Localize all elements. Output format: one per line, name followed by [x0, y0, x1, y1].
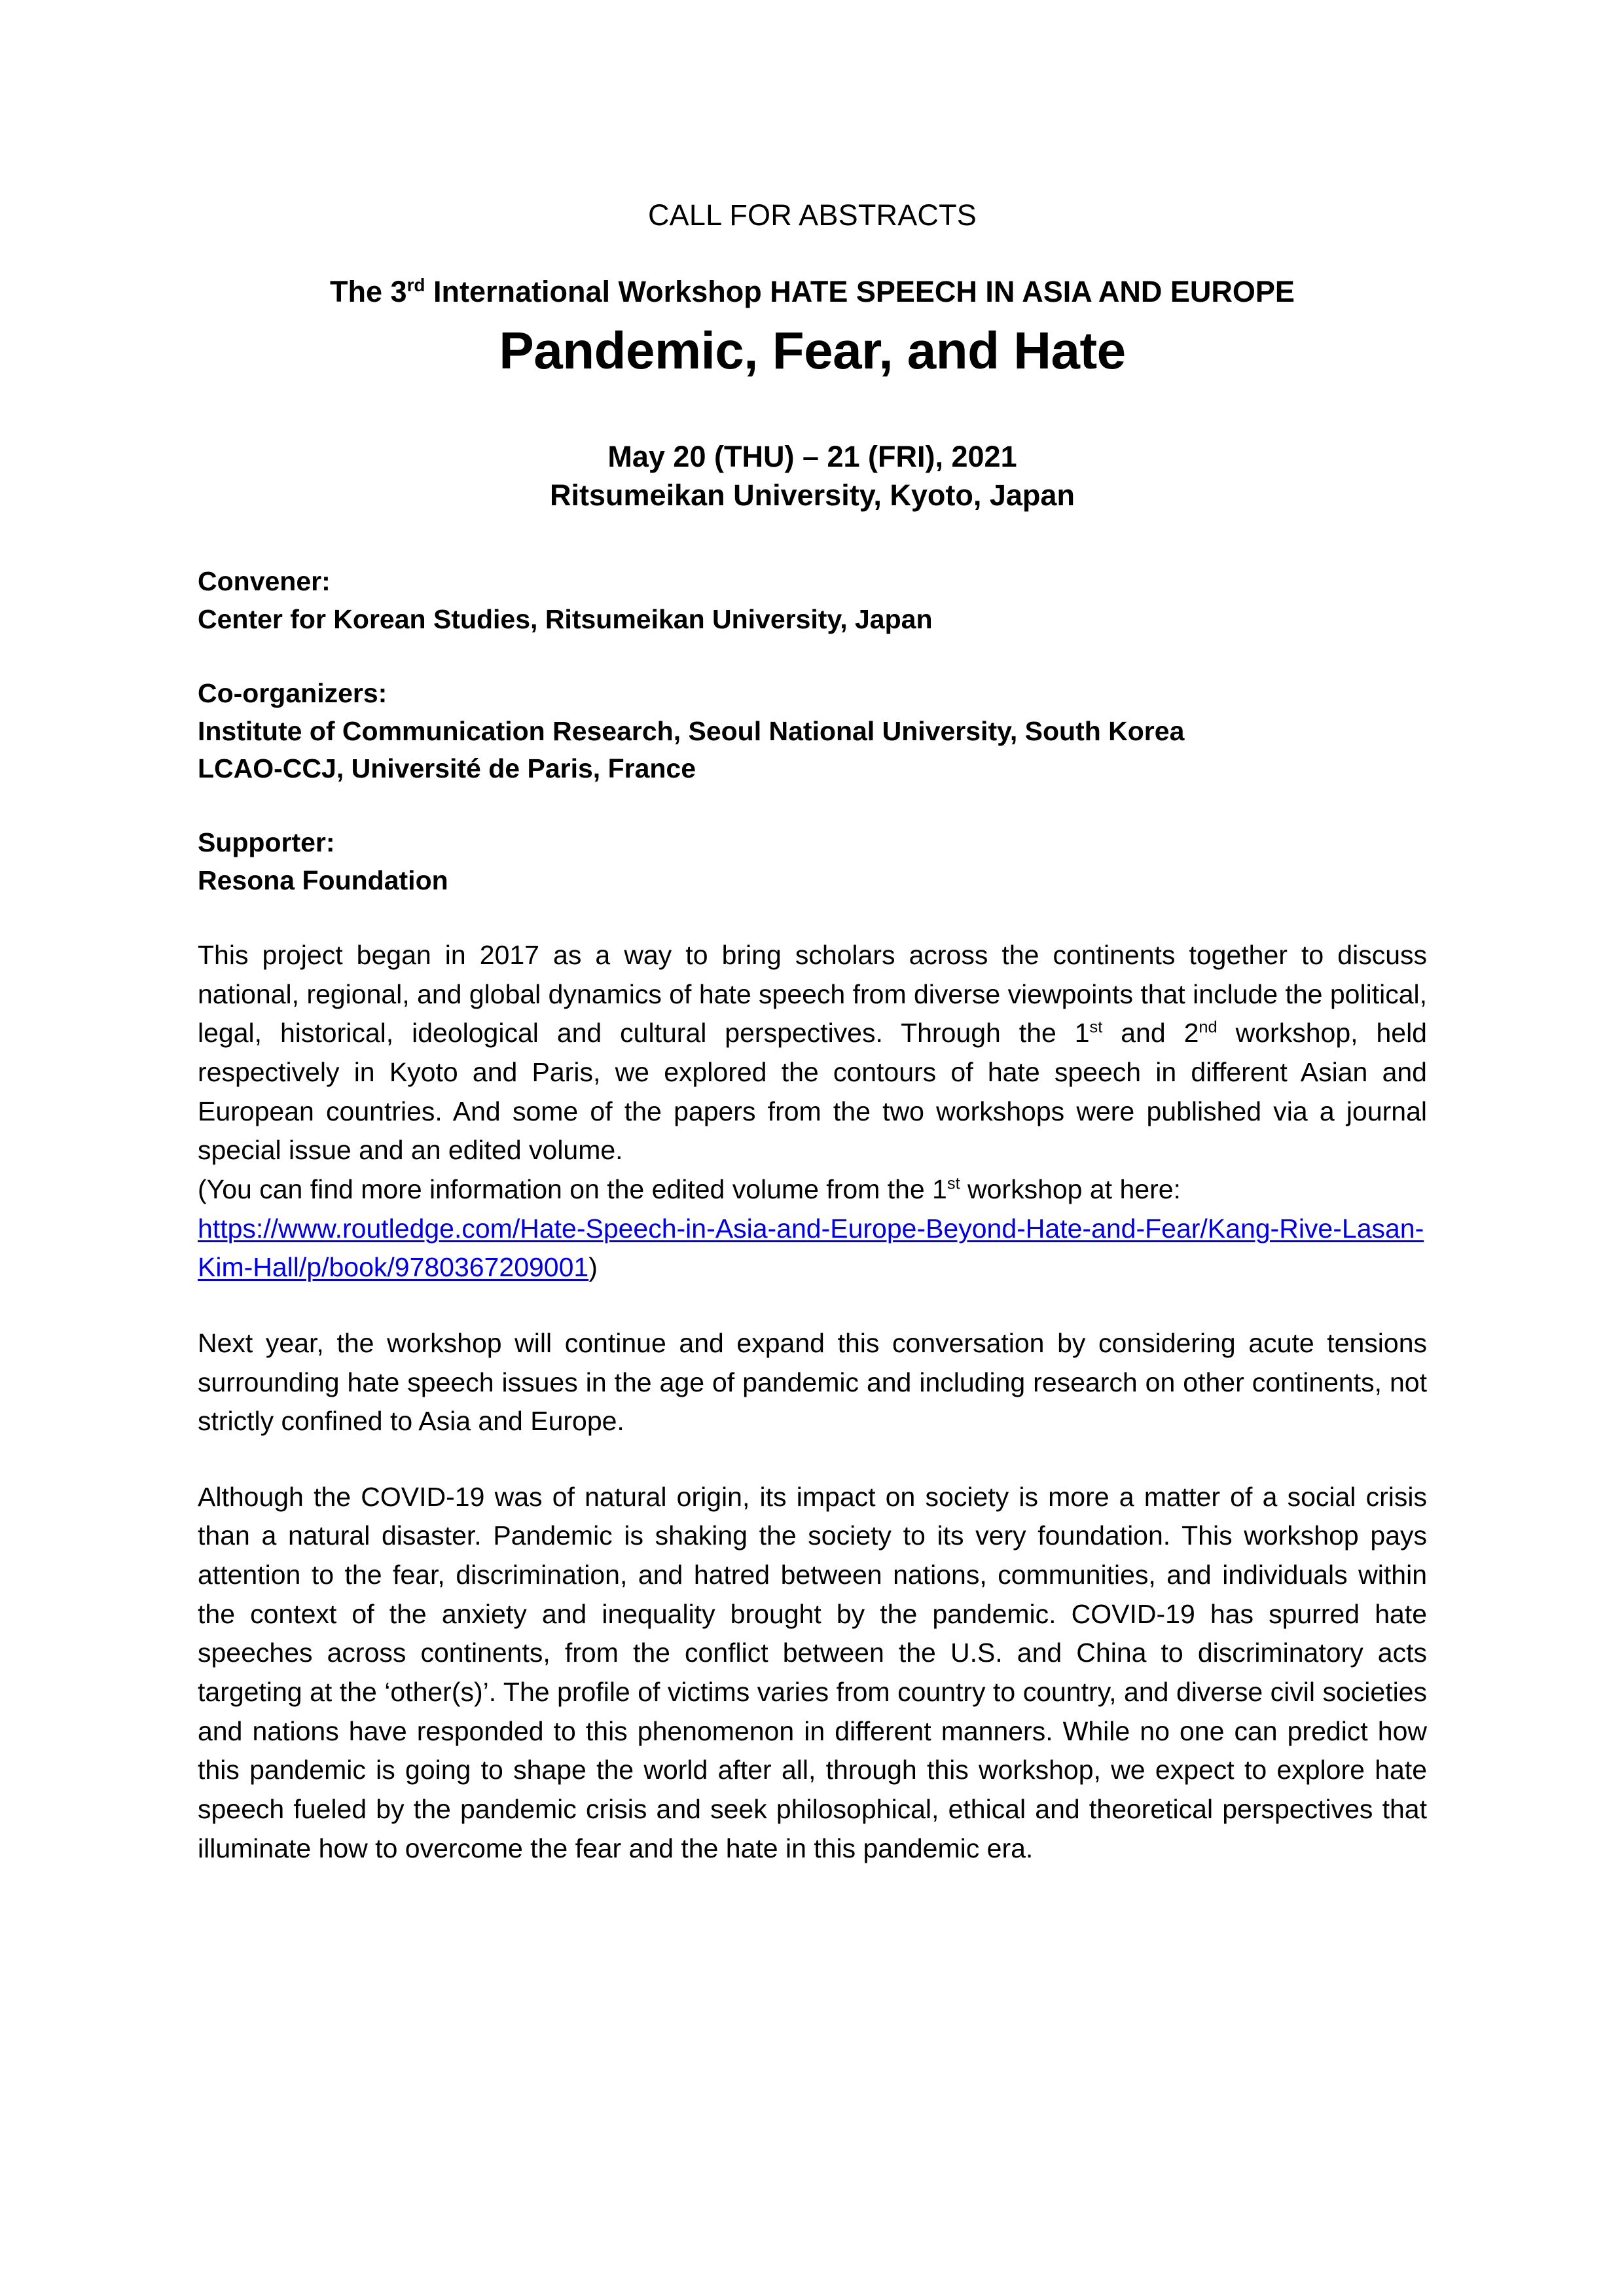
paragraph-1-segment-2: and 2	[1102, 1018, 1199, 1049]
page-title: Pandemic, Fear, and Hate	[499, 321, 1126, 380]
paragraph-1-segment-1: This project began in 2017 as a way to bring scholars across the continents together to discuss national, regional, and global dynamics of hate speech from diverse viewpoints that include the political, legal, historical, ideological and cultural perspectives. Through the 1	[198, 940, 1427, 1049]
co-organizers-label: Co-organizers:	[198, 678, 388, 709]
paragraph-next-year: Next year, the workshop will continue and expand this conversation by considering acute tensions surrounding hate speech issues in the age of pandemic and including research on other continents, not strictly confined to Asia and Europe.	[198, 1327, 1427, 1437]
co-organizer-item-2: LCAO-CCJ, Université de Paris, France	[198, 753, 696, 783]
convener-value: Center for Korean Studies, Ritsumeikan University, Japan	[198, 603, 933, 634]
supporter-block	[198, 824, 1427, 899]
routledge-book-link[interactable]: https://www.routledge.com/Hate-Speech-in-Asia-and-Europe-Beyond-Hate-and-Fear/Kang-Rive-Lasan-Kim-Hall/p/book/9780367209001	[198, 1213, 1424, 1283]
workshop-ordinal-suffix: rd	[406, 275, 425, 296]
ordinal-first: st	[1089, 1018, 1103, 1037]
ordinal-first-workshop: st	[947, 1174, 960, 1193]
workshop-subtitle-suffix: International Workshop HATE SPEECH IN ASIA AND EUROPE	[425, 275, 1295, 309]
workshop-subtitle	[198, 274, 1427, 309]
call-for-abstracts-heading: CALL FOR ABSTRACTS	[647, 198, 977, 232]
co-organizers-block	[198, 675, 1427, 787]
supporter-value: Resona Foundation	[198, 865, 448, 895]
paragraph-project-history	[198, 936, 1427, 1170]
co-organizer-item-1: Institute of Communication Research, Seoul National University, South Korea	[198, 715, 1185, 746]
supporter-label: Supporter:	[198, 827, 335, 858]
event-venue: Ritsumeikan University, Kyoto, Japan	[550, 478, 1075, 512]
paragraph-2-segment-1: (You can find more information on the edited volume from the 1	[198, 1174, 947, 1204]
link-closing-paren: )	[588, 1252, 598, 1283]
ordinal-second: nd	[1199, 1018, 1218, 1037]
workshop-subtitle-prefix: The 3	[330, 275, 407, 309]
event-date: May 20 (THU) – 21 (FRI), 2021	[607, 440, 1017, 474]
convener-block	[198, 563, 1427, 638]
paragraph-covid-rationale: Although the COVID-19 was of natural origin, its impact on society is more a matter of a social crisis than a natural disaster. Pandemic is shaking the society to its very foundation. This workshop pays attention to the fear, discrimination, and hatred between nations, communities, and individuals within the context of the anxiety and inequality brought by the pandemic. COVID-19 has spurred hate speeches across continents, from the conflict between the U.S. and China to discriminatory acts targeting at the ‘other(s)’. The profile of victims varies from country to country, and diverse civil societies and nations have responded to this phenomenon in different manners. While no one can predict how this pandemic is going to shape the world after all, through this workshop, we expect to explore hate speech fueled by the pandemic crisis and seek philosophical, ethical and theoretical perspectives that illuminate how to overcome the fear and the hate in this pandemic era.	[198, 1481, 1427, 1863]
paragraph-2-segment-2: workshop at here:	[960, 1174, 1181, 1204]
paragraph-edited-volume-note	[198, 1170, 1427, 1287]
convener-label: Convener:	[198, 566, 331, 597]
document-body	[198, 198, 1427, 1868]
paragraph-1-segment-3: workshop, held respectively in Kyoto and Paris, we explored the contours of hate speech in different Asian and European countries. And some of the papers from the two workshops were published via a journal special issue and an edited volume.	[198, 1018, 1427, 1166]
